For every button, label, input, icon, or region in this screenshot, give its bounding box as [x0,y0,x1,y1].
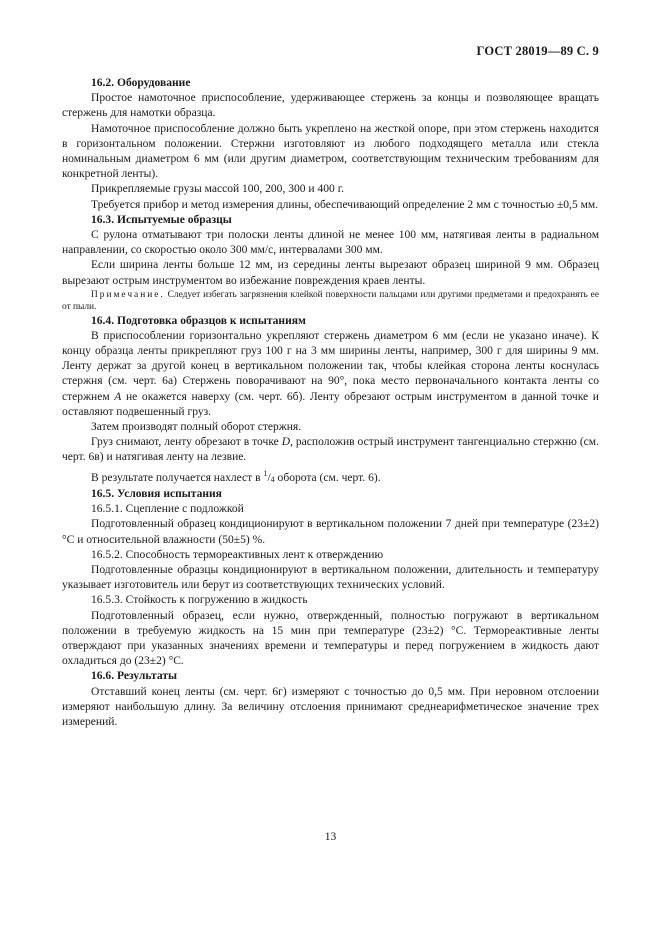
text-run: , расположив острый инструмент тангенциально стержню (см. черт. 6в) и натягивая ленту на лезвие. [62,436,599,464]
subsection-heading: 16.5.1. Сцепление с подложкой [91,503,244,516]
text-run: Груз снимают, ленту обрезают в точке [91,436,282,449]
text-run: В приспособлении горизонтально укрепляют стержень диаметром 6 мм (если не указано иначе). К концу образца ленты прикрепляют груз 100 г на 3 мм ширины ленты, например, 300 г для ширины 9 мм. Ленту держат за другой конец в вертикальном положении так, чтобы клейкая сторона ленты коснулась стержня (см. черт. 6а) Стержень поворачивают на 90°, пока место первоначального контакта ленты со стержнем [62,329,599,403]
variable-a: А [114,390,122,403]
page-number: 13 [324,831,337,843]
section-heading-16-3: 16.3. Испытуемые образцы [91,213,232,226]
section-heading-16-5: 16.5. Условия испытания [91,487,222,500]
paragraph: Подготовленные образцы кондиционируют в вертикальном положении, длительность и температуру указывает изготовитель или берут из соответствующих технических условий. [62,563,599,592]
fraction: $^1/_4$ [263,468,275,484]
variable-d: D [281,436,291,449]
section-heading-16-2: 16.2. Оборудование [91,77,191,89]
paragraph: Подготовленный образец кондиционируют в вертикальном положении 7 дней при температуре (23±2) °С и относительной влажности (50±5) %. [62,518,599,546]
note [62,289,599,314]
paragraph: Простое намоточное приспособление, удерживающее стержень за концы и позволяющее вращать стержень для намотки образца. [62,92,599,120]
section-heading-16-6: 16.6. Результаты [91,670,178,683]
text-run: В результате получается нахлест в [91,471,264,484]
subsection-heading: 16.5.3. Стойкость к погружению в жидкость [91,594,308,607]
fraction-numerator: 1 [263,468,268,478]
paragraph: Намоточное приспособление должно быть укреплено на жесткой опоре, при этом стержень находится в горизонтальном положении. Стержни изготовляют из любого подходящего металла или стекла номинальным диаметром 6 мм (или другим диаметром, соответствующим техническим требованиям для конкретной ленты). [62,122,599,181]
paragraph: Подготовленный образец, если нужно, отвержденный, полностью погружают в вертикальном положении в требуемую жидкость на 15 мин при температуре (23±2) °С. Термореактивные ленты отверждают при указанных значениях времени и температуры и перед погружением в жидкость дают охладиться до (23±2) °С. [62,609,599,668]
page-header: ГОСТ 28019—89 С. 9 [476,44,599,58]
subsection-heading: 16.5.2. Способность термореактивных лент к отверждению [91,548,384,561]
document-body [62,76,599,730]
paragraph: Отставший конец ленты (см. черт. 6г) измеряют с точностью до 0,5 мм. При неровном отслоении измеряют наибольшую длину. За величину отслоения принимают среднеарифметическое значение трех измерений. [62,685,599,728]
paragraph [62,435,599,465]
paragraph [62,466,599,487]
paragraph: Затем производят полный оборот стержня. [91,421,302,434]
note-text: Следует избегать загрязнения клейкой поверхности пальцами или другими предметами и предохранять ее от пыли. [62,289,600,313]
text-run: не окажется наверху (см. черт. 6б). Ленту обрезают острым инструментом в данной точке и оставляют подвешенный груз. [62,390,599,418]
note-label: Примечание. [91,289,165,300]
fraction-denominator: 4 [270,474,275,484]
paragraph: Прикрепляемые грузы массой 100, 200, 300 и 400 г. [91,183,345,196]
paragraph: Требуется прибор и метод измерения длины, обеспечивающий определение 2 мм с точностью ±0,5 мм. [91,198,599,211]
paragraph [62,329,599,420]
paragraph: Если ширина ленты больше 12 мм, из середины ленты вырезают образец шириной 9 мм. Образец вырезают острым инструментом во избежание повреждения краев ленты. [62,259,599,287]
paragraph: С рулона отматывают три полоски ленты длиной не менее 100 мм, натягивая ленты в радиальном направлении, со скоростью около 300 мм/с, интервалами 300 мм. [62,229,599,257]
text-run: оборота (см. черт. 6). [274,471,381,484]
section-heading-16-4: 16.4. Подготовка образцов к испытаниям [91,314,306,327]
